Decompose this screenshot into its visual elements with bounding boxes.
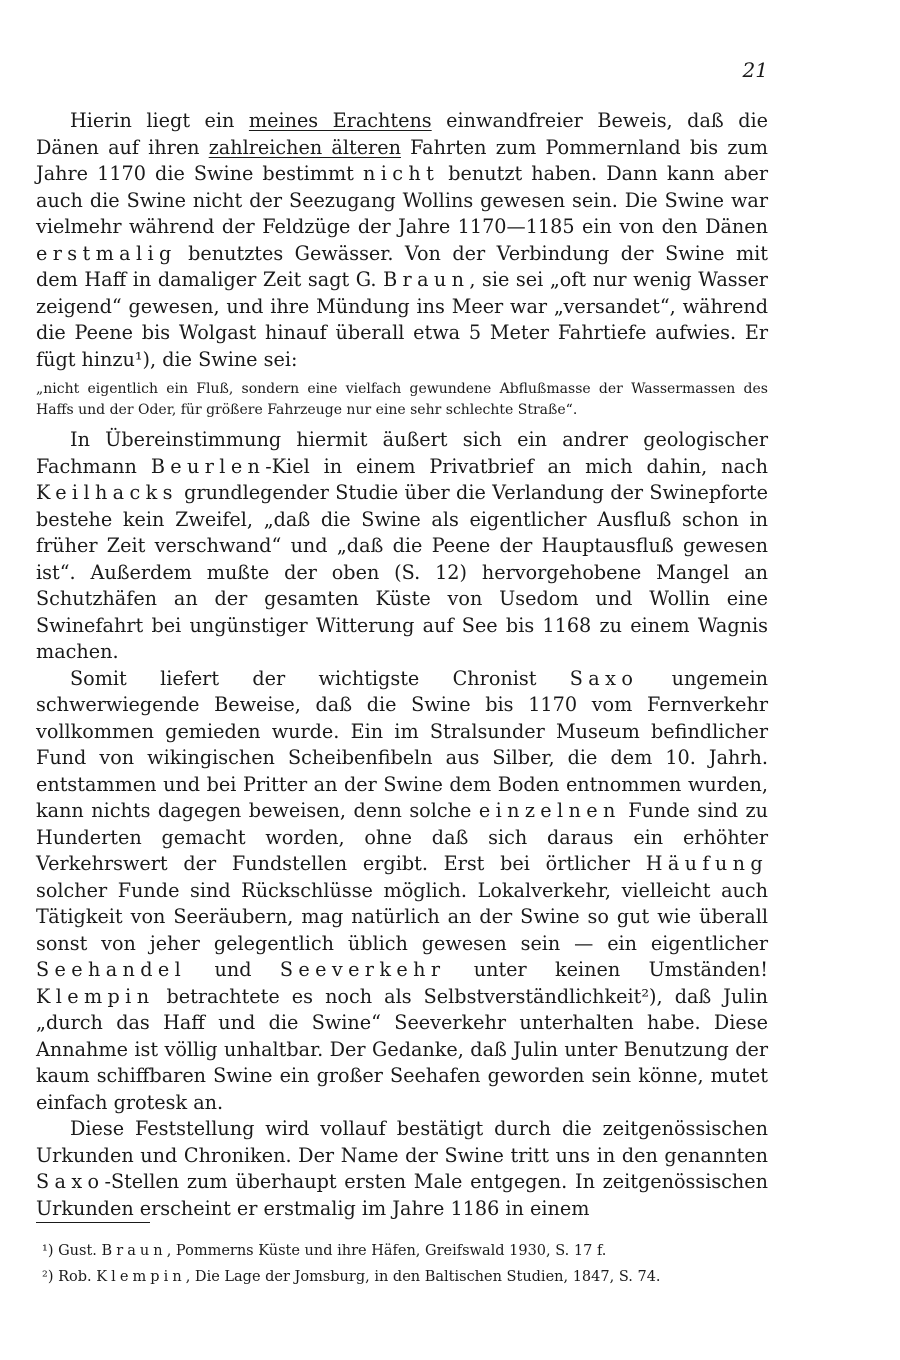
- text-run: ungemein schwerwiegende Beweise, daß die Swine bis 1170 vom Fernverkehr vollkommen gemieden wurde. Ein im Stralsunder Museum befindlicher Fund von wikingischen Scheibenfibeln aus Silber, die dem 10. Jahrh. entstammen und bei Pritter an der Swine dem Boden entnommen wurden, kann nichts dagegen beweisen, denn solche: [36, 666, 768, 822]
- spaced-emphasis: nicht: [362, 162, 440, 185]
- text-run: benutztes Gewässer. Von der Verbindung der Swine mit dem Haff in damaliger Zeit sagt G.: [36, 241, 768, 291]
- text-run: unter keinen Umständen!: [445, 958, 768, 981]
- underlined-text: zahlreichen älteren: [208, 135, 401, 159]
- spaced-emphasis: Keilhacks: [36, 481, 178, 504]
- spaced-emphasis: erstmalig: [36, 241, 177, 265]
- paragraph: [36, 427, 768, 666]
- footnote-divider: [36, 1222, 150, 1223]
- text-run: In Übereinstimmung hiermit äußert sich ein andrer geologischer Fachmann: [36, 428, 768, 478]
- footnote: [42, 1264, 782, 1290]
- spaced-emphasis: Seeverkehr: [279, 958, 446, 981]
- text-run: ¹) Gust.: [42, 1243, 102, 1259]
- block-quote: [36, 379, 768, 421]
- text-run: Hierin liegt ein: [70, 109, 249, 132]
- spaced-emphasis: Braun: [383, 268, 470, 291]
- text-run: Funde sind zu Hunderten gemacht worden, ohne daß sich daraus ein erhöhter Verkehrswert der Fundstellen ergibt. Erst bei örtlicher: [36, 799, 768, 875]
- spaced-emphasis: Saxo: [569, 666, 639, 690]
- text-run: „nicht eigentlich ein Fluß, sondern eine vielfach gewundene Abflußmasse der Wassermassen des Haffs und der Oder, für größere Fahrzeuge nur eine sehr schlechte Straße“.: [36, 381, 768, 418]
- text-run: einwandfreier Beweis, daß die Dänen auf ihren: [36, 109, 768, 159]
- text-run: -Stellen zum überhaupt ersten Male entgegen. In zeitgenössischen Urkunden erscheint er erstmalig im Jahre 1186 in einem: [36, 1170, 768, 1220]
- spaced-emphasis: Beurlen: [150, 454, 266, 478]
- footnote: [42, 1238, 782, 1264]
- body-text: [36, 108, 768, 1222]
- spaced-emphasis: Klempin: [96, 1269, 186, 1285]
- text-run: und: [186, 958, 280, 981]
- text-run: , Die Lage der Jomsburg, in den Baltischen Studien, 1847, S. 74.: [185, 1269, 661, 1285]
- underlined-text: meines Erachtens: [248, 109, 432, 132]
- paragraph: [36, 666, 768, 1117]
- text-run: solcher Funde sind Rückschlüsse möglich. Lokalverkehr, vielleicht auch Tätigkeit von Seeräubern, mag natürlich an der Swine so gut wie überall sonst von jeher gelegentlich üblich gewesen sein — ein eigentlicher: [36, 878, 768, 955]
- text-run: ²) Rob.: [42, 1269, 97, 1285]
- spaced-emphasis: Braun: [101, 1243, 167, 1259]
- text-run: benutzt haben. Dann kann aber auch die Swine nicht der Seezugang Wollins gewesen sein. Die Swine war vielmehr während der Feldzüge der Jahre 1170—1185 ein von den Dänen: [36, 162, 769, 238]
- text-run: , sie sei „oft nur wenig Wasser zeigend“ gewesen, und ihre Mündung ins Meer war „versandet“, während die Peene bis Wolgast hinauf überall etwa 5 Meter Fahrtiefe aufwies. Er fügt hinzu¹), die Swine sei:: [36, 268, 768, 371]
- text-run: Somit liefert der wichtigste Chronist: [70, 666, 570, 690]
- text-run: , Pommerns Küste und ihre Häfen, Greifswald 1930, S. 17 f.: [166, 1243, 607, 1259]
- spaced-emphasis: einzelnen: [478, 799, 621, 822]
- text-run: Fahrten zum Pommernland bis zum Jahre 1170 die Swine bestimmt: [36, 135, 768, 185]
- footnotes: [42, 1238, 782, 1290]
- spaced-emphasis: Seehandel: [36, 958, 187, 981]
- page-number: 21: [742, 58, 768, 82]
- spaced-emphasis: Häufung: [645, 852, 768, 875]
- text-run: grundlegender Studie über die Verlandung der Swinepforte bestehe kein Zweifel, „daß die Swine als eigentlicher Ausfluß schon in früher Zeit verschwand“ und „daß die Peene der Hauptausfluß gewesen ist“. Außerdem mußte der oben (S. 12) hervorgehobene Mangel an Schutzhäfen an der gesamten Küste von Usedom und Wollin eine Swinefahrt bei ungünstiger Witterung auf See bis 1168 zu einem Wagnis machen.: [36, 481, 768, 663]
- spaced-emphasis: Klempin: [36, 984, 155, 1008]
- spaced-emphasis: Saxo: [36, 1170, 105, 1193]
- paragraph: [36, 108, 768, 373]
- text-run: betrachtete es noch als Selbstverständlichkeit²), daß Julin „durch das Haff und die Swine“ Seeverkehr unterhalten habe. Diese Annahme ist völlig unhaltbar. Der Gedanke, daß Julin unter Benutzung der kaum schiffbaren Swine ein großer Seehafen geworden sein könne, mutet einfach grotesk an.: [36, 984, 768, 1114]
- text-run: Diese Feststellung wird vollauf bestätigt durch die zeitgenössischen Urkunden und Chroniken. Der Name der Swine tritt uns in den genannten: [36, 1117, 768, 1167]
- paragraph: [36, 1116, 768, 1222]
- text-run: -Kiel in einem Privatbrief an mich dahin, nach: [265, 454, 768, 478]
